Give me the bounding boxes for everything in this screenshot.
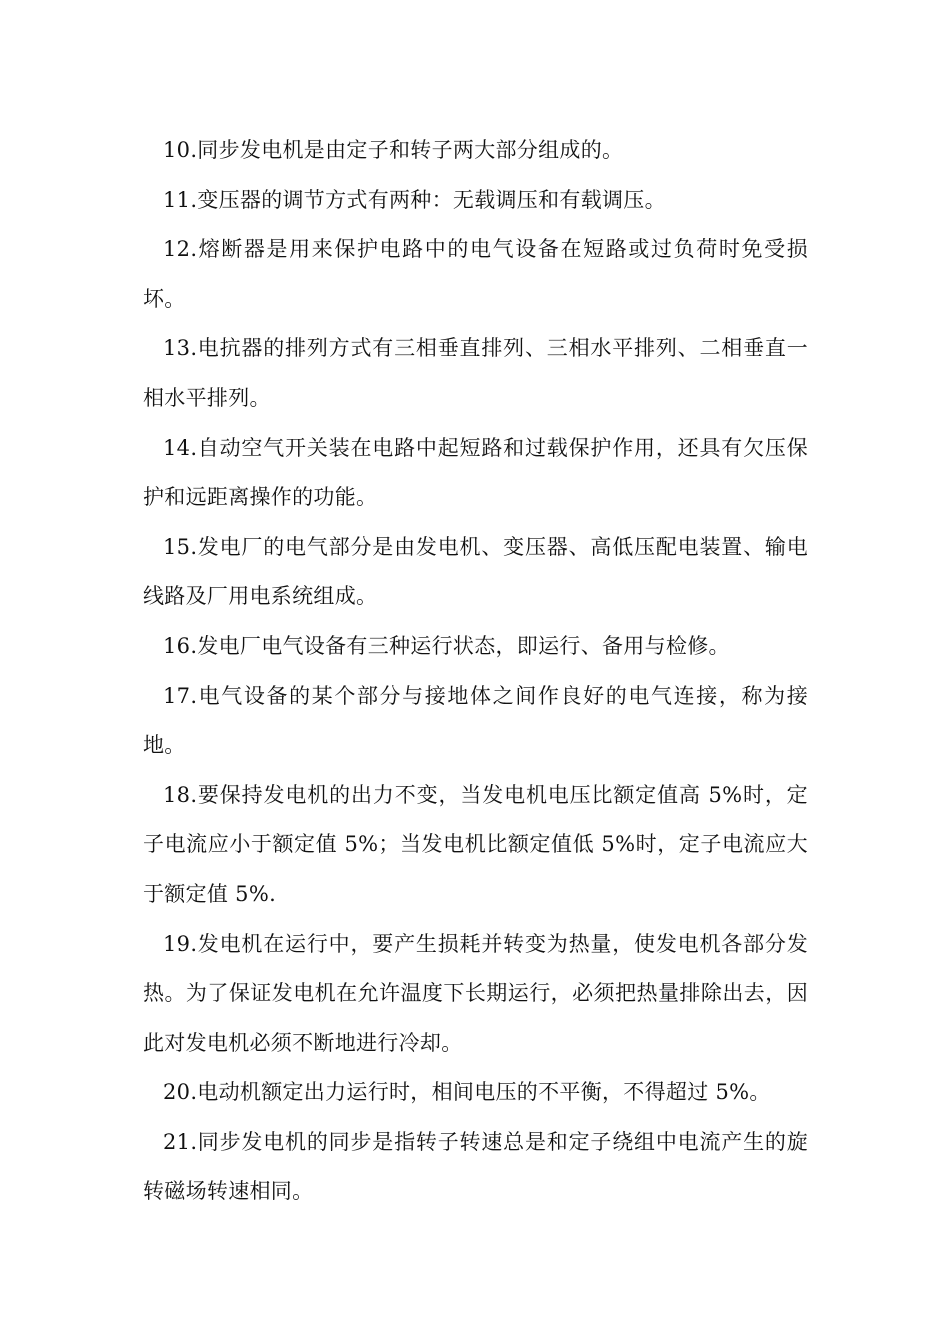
paragraph-17: 17.电气设备的某个部分与接地体之间作良好的电气连接，称为接地。 [143, 683, 808, 758]
paragraph-21: 21.同步发电机的同步是指转子转速总是和定子绕组中电流产生的旋转磁场转速相同。 [143, 1129, 808, 1204]
paragraph-14: 14.自动空气开关装在电路中起短路和过载保护作用，还具有欠压保护和远距离操作的功能。 [143, 435, 808, 510]
paragraph-11: 11.变压器的调节方式有两种：无载调压和有载调压。 [163, 187, 666, 212]
paragraph-20: 20.电动机额定出力运行时，相间电压的不平衡，不得超过 5%。 [163, 1080, 771, 1105]
paragraph-10: 10.同步发电机是由定子和转子两大部分组成的。 [163, 138, 624, 162]
paragraph-15: 15.发电厂的电气部分是由发电机、变压器、高低压配电装置、输电线路及厂用电系统组成。 [143, 534, 808, 609]
paragraph-13: 13.电抗器的排列方式有三相垂直排列、三相水平排列、二相垂直一相水平排列。 [143, 336, 808, 410]
paragraph-19: 19.发电机在运行中，要产生损耗并转变为热量，使发电机各部分发热。为了保证发电机在允许温度下长期运行，必须把热量排除出去，因此对发电机必须不断地进行冷却。 [143, 931, 808, 1055]
paragraph-16: 16.发电厂电气设备有三种运行状态，即运行、备用与检修。 [163, 633, 730, 658]
document-body [143, 126, 808, 1217]
paragraph-12: 12.熔断器是用来保护电路中的电气设备在短路或过负荷时免受损坏。 [143, 237, 808, 311]
paragraph-18: 18.要保持发电机的出力不变，当发电机电压比额定值高 5%时，定子电流应小于额定值 5%；当发电机比额定值低 5%时，定子电流应大于额定值 5%. [143, 782, 808, 906]
